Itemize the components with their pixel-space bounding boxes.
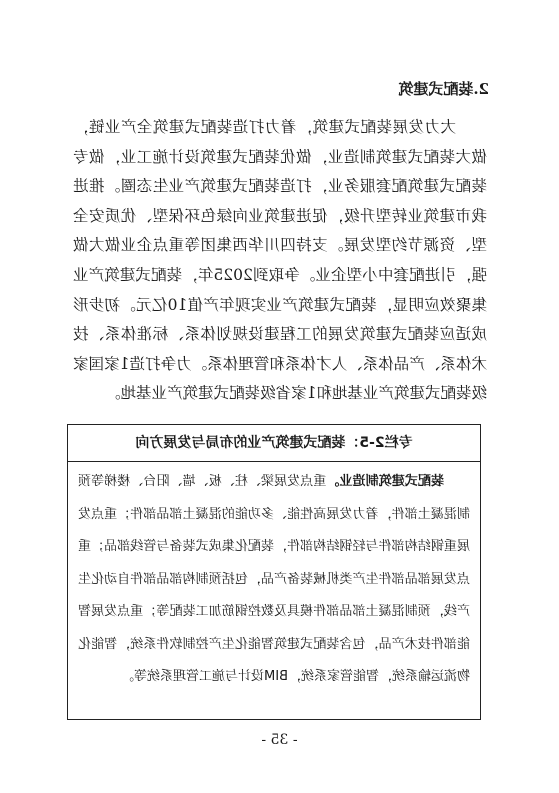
section-heading: 2.装配式建筑 [398, 80, 489, 98]
page-number: - 35 - [261, 732, 298, 748]
box-title: 专栏2-5：装配式建筑产业的布局与发展方向 [68, 425, 480, 462]
box-text: 重点发展梁、柱、板、墙、阳台、楼梯等预制混凝土部件，着力发展高性能、多功能的混凝土部品部件；重点发展重钢结构部件与轻钢结构部件，装配化集成式装备与管线部品；重点发展部品部件生产类机械装备产品，包括预制构部品部件自动化生产线，预制混凝土部品部件模具及数控钢筋加工装配等；重点发展智能部件技术产品，包含装配式建筑智能化生产控制软件系统，智能化物流运输系统，智能管家系统，BIM设计与施工管理系统等。 [78, 474, 470, 684]
box-body [68, 462, 480, 694]
box-paragraph [78, 466, 470, 694]
body-paragraph [73, 113, 487, 409]
box-lead: 装配式建筑制造业。 [326, 474, 444, 489]
paragraph-text: 大力发展装配式建筑，着力打造装配式建筑全产业链，做大装配式建筑制造业，做优装配式建筑设计施工业，做专装配式建筑配套服务业，打造装配式建筑产业生态圈。推进我市建筑业转型升级，促进建筑业向绿色环保型、优质安全型、资源节约型发展。支持四川华西集团等重点企业做大做强，引进配套中小型企业。争取到2025年，装配式建筑产业集聚效应明显，装配式建筑产业实现年产值10亿元。初步形成适应装配式建筑发展的工程建设规划体系、标准体系、技术体系、产品体系、人才体系和管理体系。力争打造1家国家级装配式建筑产业基地和1家省级装配式建筑产业基地。 [73, 118, 487, 403]
sidebar-box [67, 424, 481, 720]
